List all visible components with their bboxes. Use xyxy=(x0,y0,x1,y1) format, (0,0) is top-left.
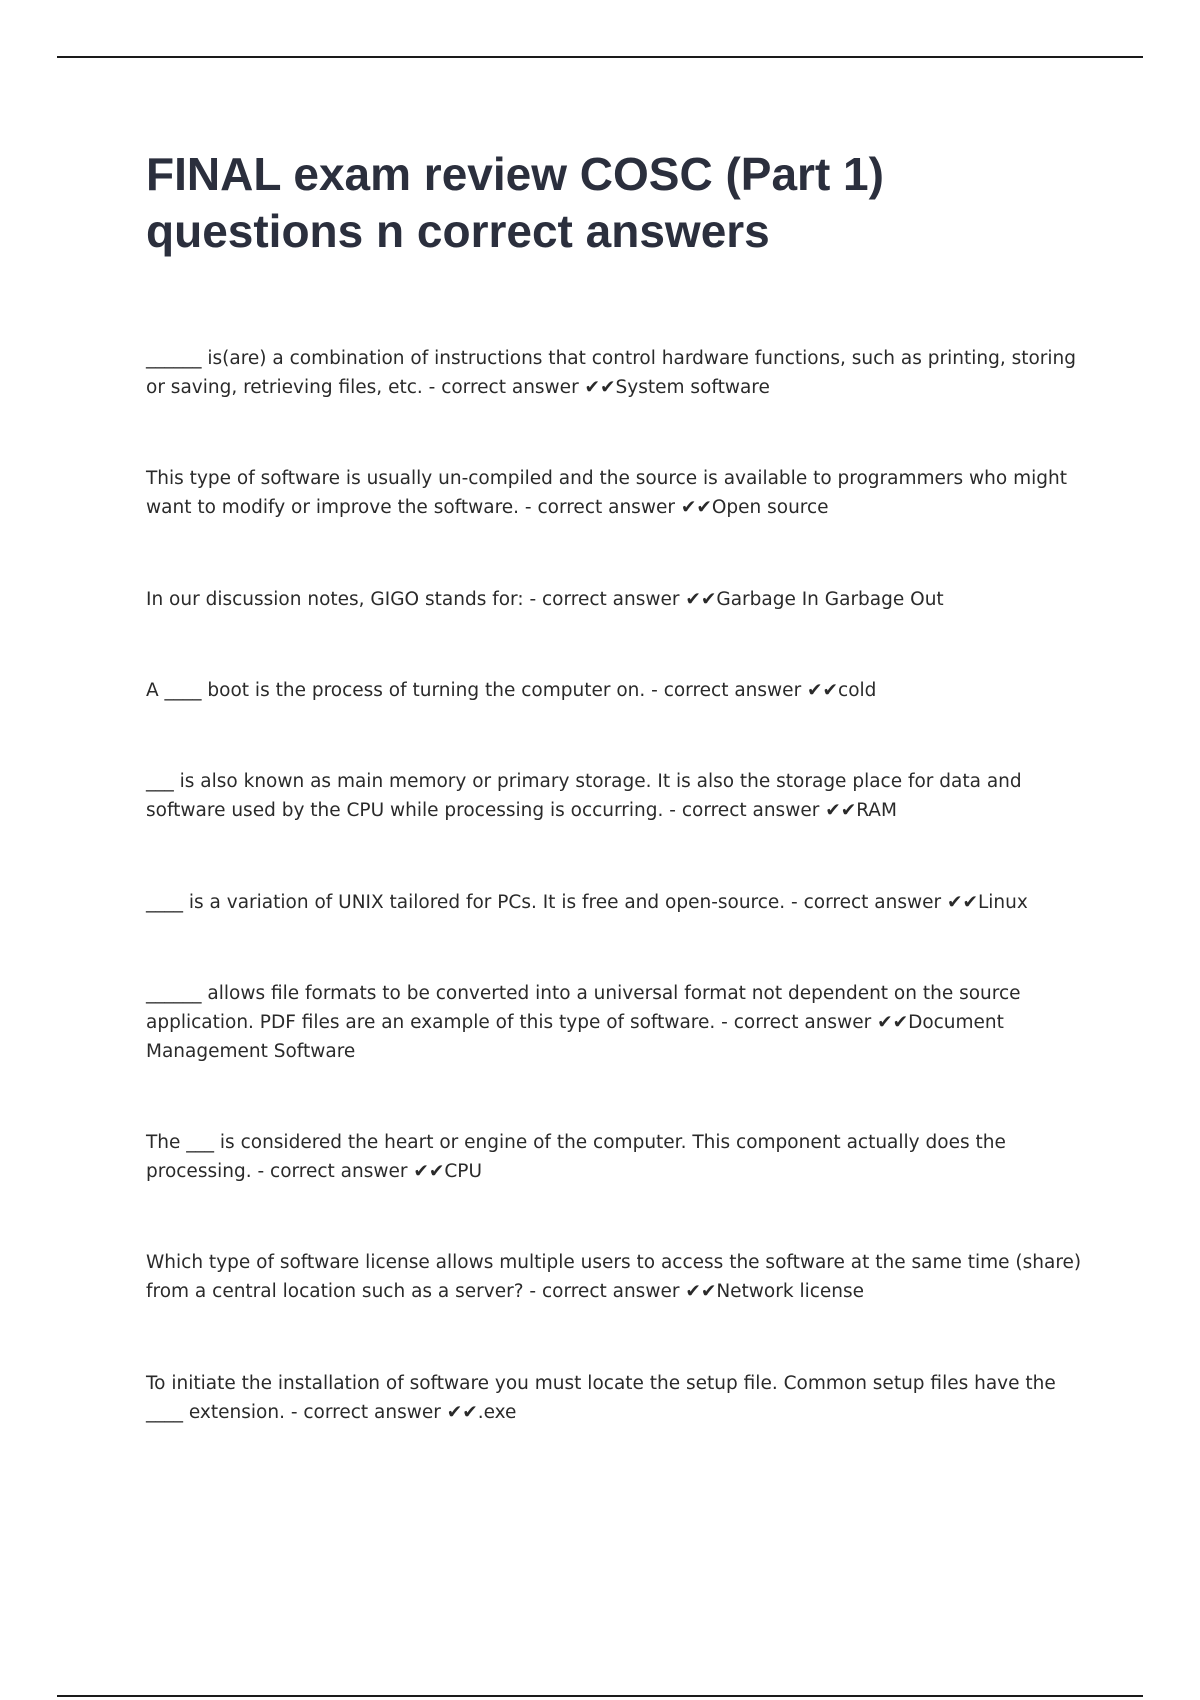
qa-item: This type of software is usually un-compiled and the source is available to programmers who might want to modify or improve the software. - correct answer ✔✔Open source xyxy=(146,468,1067,518)
qa-item: The ___ is considered the heart or engine of the computer. This component actually does the processing. - correct answer ✔✔CPU xyxy=(146,1132,1006,1182)
qa-item: A ____ boot is the process of turning the computer on. - correct answer ✔✔cold xyxy=(146,680,877,701)
document-title: FINAL exam review COSC (Part 1) questions n correct answers xyxy=(146,148,884,257)
top-divider xyxy=(57,56,1143,58)
qa-item: Which type of software license allows multiple users to access the software at the same time (share) from a central location such as a server? - correct answer ✔✔Network license xyxy=(146,1252,1082,1302)
bottom-divider xyxy=(57,1695,1143,1697)
qa-item: ______ allows file formats to be converted into a universal format not dependent on the source application. PDF files are an example of this type of software. - correct answer ✔✔Document Management Software xyxy=(146,983,1021,1062)
qa-item: To initiate the installation of software you must locate the setup file. Common setup files have the ____ extension. - correct answer ✔✔.exe xyxy=(146,1373,1056,1423)
qa-item: ___ is also known as main memory or primary storage. It is also the storage place for data and software used by the CPU while processing is occurring. - correct answer ✔✔RAM xyxy=(146,771,1022,821)
qa-item: ______ is(are) a combination of instructions that control hardware functions, such as printing, storing or saving, retrieving files, etc. - correct answer ✔✔System software xyxy=(146,348,1077,398)
qa-item: In our discussion notes, GIGO stands for: - correct answer ✔✔Garbage In Garbage Out xyxy=(146,589,944,610)
qa-item: ____ is a variation of UNIX tailored for PCs. It is free and open-source. - correct answer ✔✔Linux xyxy=(146,892,1028,913)
